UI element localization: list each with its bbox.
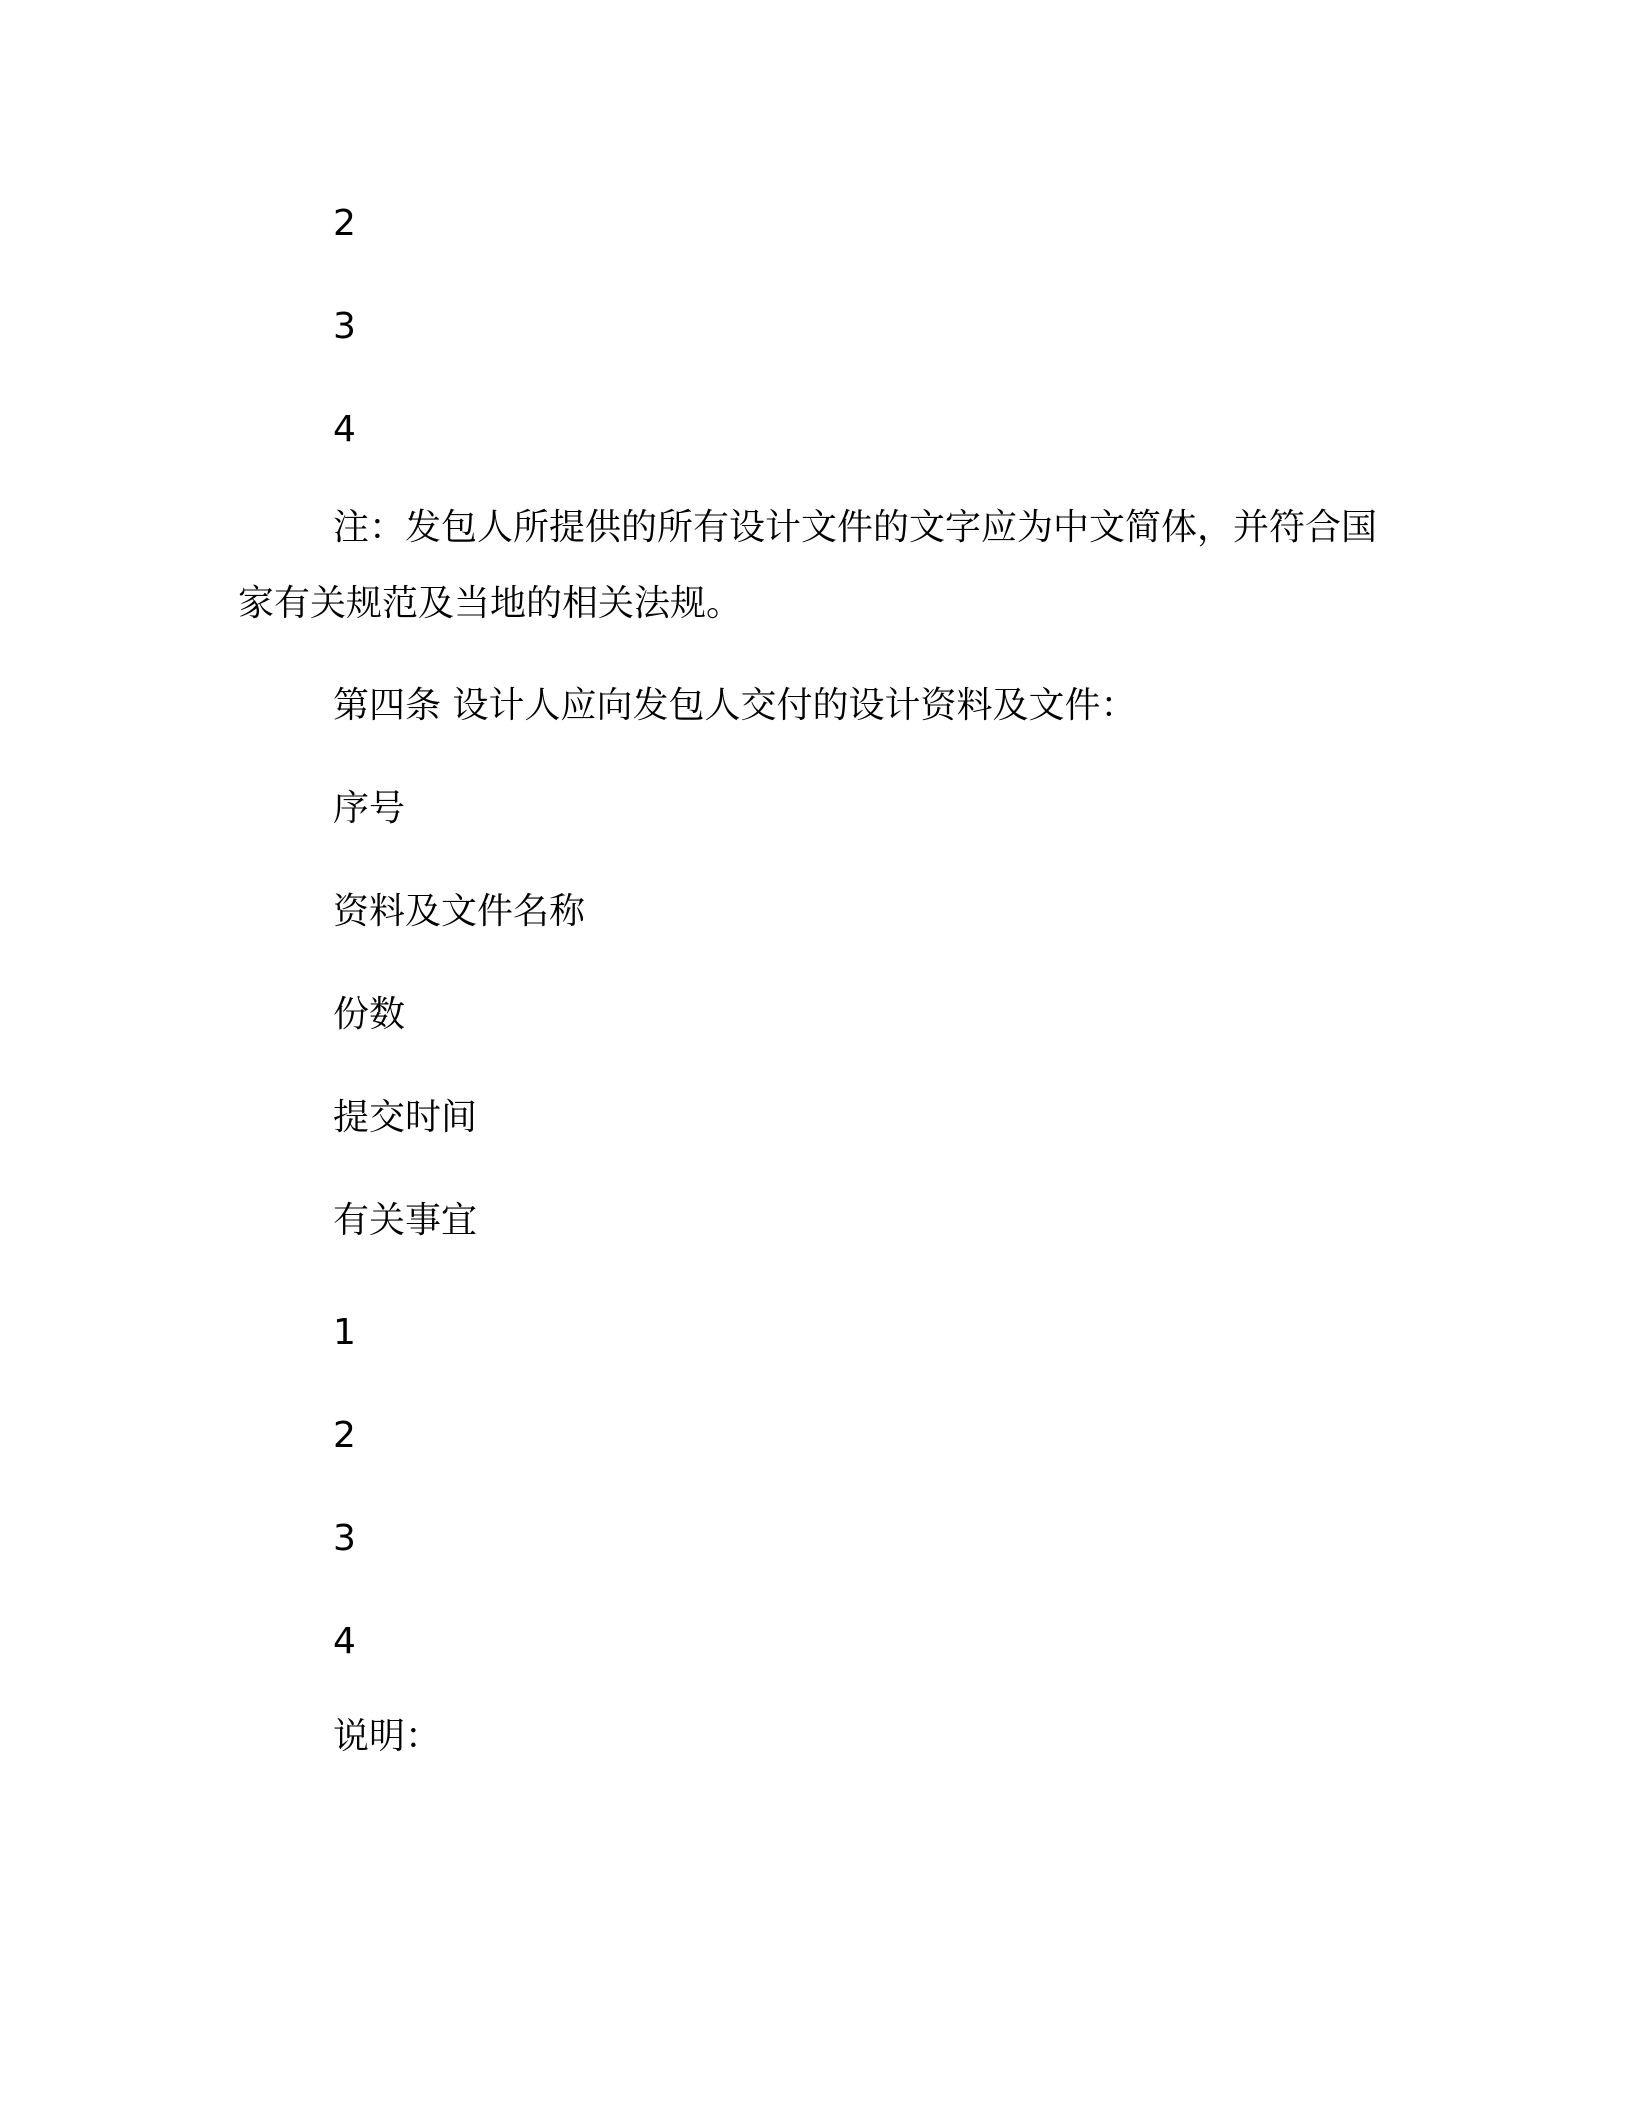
list-item: 2: [333, 203, 356, 244]
list-item: 4: [333, 1621, 356, 1662]
table-header-serial: 序号: [333, 788, 406, 829]
table-header-submit-time: 提交时间: [333, 1097, 478, 1138]
list-item: 4: [333, 409, 356, 450]
list-item: 2: [333, 1415, 356, 1456]
list-item: 1: [333, 1312, 356, 1353]
table-header-name: 资料及文件名称: [333, 891, 586, 932]
table-header-matters: 有关事宜: [333, 1200, 478, 1241]
note-paragraph: 注：发包人所提供的所有设计文件的文字应为中文简体，并符合国家有关规范及当地的相关法规。: [238, 507, 1378, 624]
list-item: 3: [333, 306, 356, 347]
list-item: 3: [333, 1518, 356, 1559]
article-four-heading: 第四条 设计人应向发包人交付的设计资料及文件：: [333, 685, 1137, 726]
table-header-copies: 份数: [333, 994, 406, 1035]
explanation-label: 说明：: [333, 1716, 442, 1757]
